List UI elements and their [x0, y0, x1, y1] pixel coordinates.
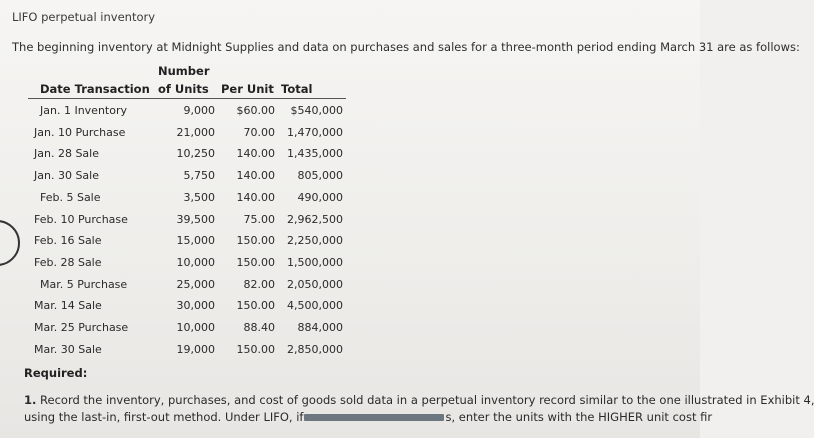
date-cell: Feb. 16 Sale [34, 234, 102, 248]
units-cell: 5,750 [183, 169, 215, 183]
total-cell: 884,000 [297, 321, 343, 334]
table-row [0, 343, 700, 363]
table-row [0, 278, 700, 298]
page-heading: LIFO perpetual inventory [12, 10, 156, 24]
units-cell: 9,000 [183, 104, 215, 117]
total-cell: 1,435,000 [287, 147, 343, 161]
table-row [0, 299, 700, 319]
date-cell: Jan. 28 Sale [34, 147, 99, 161]
header-units-top: Number [158, 64, 210, 78]
per-unit-cell: 82.00 [243, 277, 275, 291]
date-cell: Mar. 25 Purchase [34, 321, 129, 334]
per-unit-cell: 140.00 [236, 190, 275, 204]
date-cell: Jan. 30 Sale [34, 169, 99, 183]
units-cell: 3,500 [183, 190, 215, 204]
units-cell: 39,500 [176, 212, 215, 226]
task-line-2-end: s, enter the units with the HIGHER unit cost fir [445, 410, 713, 424]
per-unit-cell: 70.00 [243, 125, 275, 139]
table-row [0, 234, 700, 254]
total-cell: 2,850,000 [287, 342, 343, 356]
date-cell: Mar. 5 Purchase [40, 277, 128, 291]
units-cell: 10,000 [176, 321, 215, 334]
per-unit-cell: 140.00 [236, 147, 275, 161]
total-cell: $540,000 [290, 104, 343, 117]
date-cell: Feb. 5 Sale [40, 190, 101, 204]
total-cell: 2,962,500 [287, 212, 343, 226]
date-cell: Feb. 28 Sale [34, 255, 102, 269]
table-row [0, 256, 700, 276]
per-unit-cell: 150.00 [236, 234, 275, 248]
table-row [0, 104, 700, 124]
task-line-1: Record the inventory, purchases, and cost of goods sold data in a perpetual inventory record similar to the one illustrated in Exhibit 4, [40, 393, 814, 407]
total-cell: 1,500,000 [287, 255, 343, 269]
task-line-2-start: using the last-in, first-out method. Under LIFO, if [24, 410, 304, 424]
units-cell: 10,250 [176, 147, 215, 161]
table-row [0, 126, 700, 146]
table-row [0, 213, 700, 233]
header-total: Total [281, 82, 313, 96]
units-cell: 19,000 [176, 342, 215, 356]
per-unit-cell: 150.00 [236, 342, 275, 356]
table-row [0, 147, 700, 167]
table-row [0, 169, 700, 189]
table-row [0, 191, 700, 211]
date-cell: Mar. 30 Sale [34, 342, 102, 356]
total-cell: 805,000 [297, 169, 343, 183]
units-cell: 21,000 [176, 125, 215, 139]
total-cell: 2,050,000 [287, 277, 343, 291]
units-cell: 10,000 [176, 255, 215, 269]
header-units-bottom: of Units [158, 82, 209, 96]
per-unit-cell: $60.00 [236, 104, 275, 117]
header-per-unit: Per Unit [221, 82, 274, 96]
units-cell: 30,000 [176, 299, 215, 313]
date-cell: Jan. 10 Purchase [34, 125, 126, 139]
total-cell: 4,500,000 [287, 299, 343, 313]
task-number: 1. [24, 393, 37, 407]
units-cell: 15,000 [176, 234, 215, 248]
per-unit-cell: 140.00 [236, 169, 275, 183]
total-cell: 2,250,000 [287, 234, 343, 248]
table-row [0, 321, 700, 341]
intro-text: The beginning inventory at Midnight Supplies and data on purchases and sales for a three-month period ending March 31 are as follows: [12, 40, 800, 54]
task-instruction [24, 392, 814, 426]
header-underline [28, 98, 346, 99]
date-cell: Feb. 10 Purchase [34, 212, 128, 226]
obscured-text [304, 414, 444, 421]
header-date-transaction: Date Transaction [40, 82, 150, 96]
required-label: Required: [24, 366, 88, 380]
total-cell: 1,470,000 [287, 125, 343, 139]
per-unit-cell: 75.00 [243, 212, 275, 226]
per-unit-cell: 88.40 [243, 321, 275, 334]
per-unit-cell: 150.00 [236, 255, 275, 269]
units-cell: 25,000 [176, 277, 215, 291]
date-cell: Jan. 1 Inventory [40, 104, 127, 117]
total-cell: 490,000 [297, 190, 343, 204]
per-unit-cell: 150.00 [236, 299, 275, 313]
date-cell: Mar. 14 Sale [34, 299, 102, 313]
